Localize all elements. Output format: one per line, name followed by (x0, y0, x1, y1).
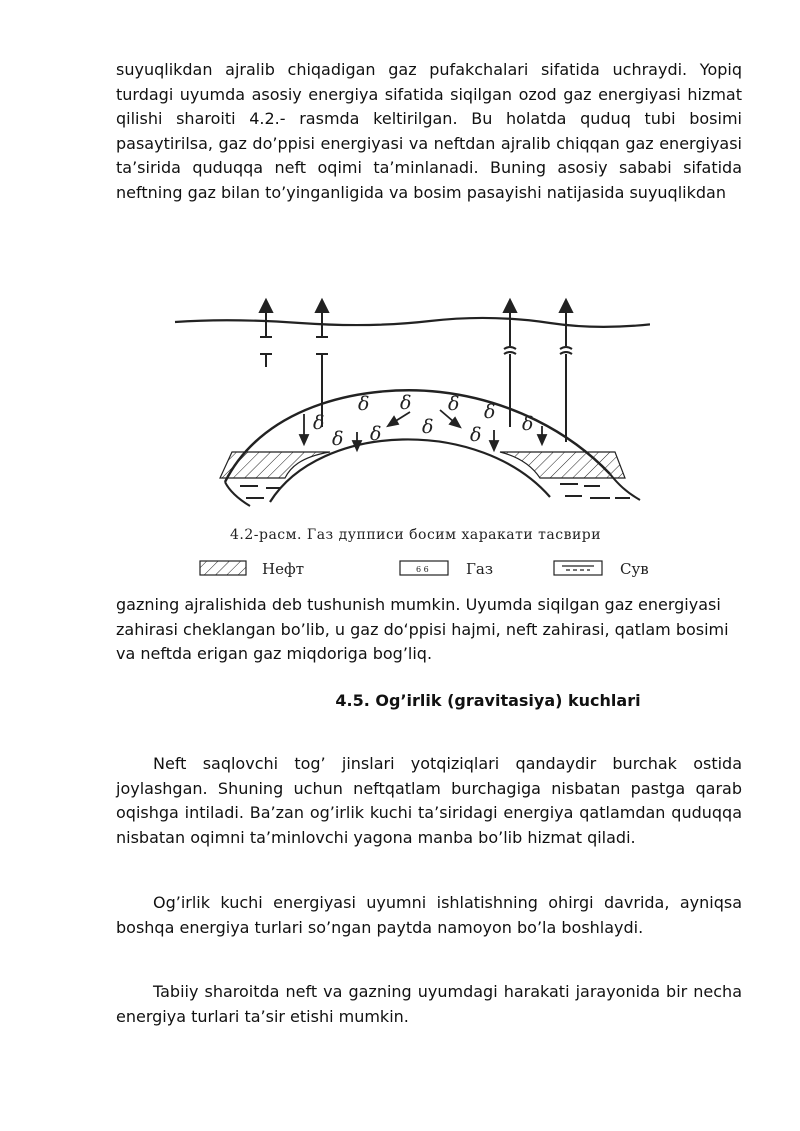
paragraph-gravity-2: Og’irlik kuchi energiyasi uyumni ishlatishning ohirgi davrida, ayniqsa boshqa energiya turlari so’ngan paytda namoyon bo’la boshlaydi. (116, 893, 742, 937)
paragraph-gravity-3: Tabiiy sharoitda neft va gazning uyumdagi harakati jarayonida bir necha energiya turlari ta’sir etishi mumkin. (116, 982, 742, 1026)
gas-symbol: δ (370, 423, 382, 445)
well-1 (260, 300, 272, 367)
paragraph-gravity-1: Neft saqlovchi tog’ jinslari yotqiziqlari qandaydir burchak ostida joylashgan. Shuning uchun neftqatlam burchagiga nisbatan pastga qarab oqishga intiladi. Ba’zan og’irlik kuchi ta’siridagi energiya qatlamdan quduqqa nisbatan oqimni ta’minlovchi yagona manba bo’lib hizmat qiladi. (116, 754, 742, 847)
well-4 (560, 300, 572, 442)
gas-symbol: δ (422, 416, 434, 438)
legend-oil (200, 560, 304, 578)
paragraph-intro: suyuqlikdan ajralib chiqadigan gaz pufakchalari sifatida uchraydi. Yopiq turdagi uyumda asosiy energiya sifatida siqilgan ozod gaz energiyasi hizmat qilishi sharoiti 4.2.- rasmda keltirilgan. Bu holatda quduq tubi bosimi pasaytirilsa, gaz do’ppisi energiyasi va neftdan ajralib chiqqan gaz energiyasi ta’sirida quduqqa neft oqimi ta’minlanadi. Buning asosiy sababi sifatida neftning gaz bilan to’yinganligida va bosim pasayishi natijasida suyuqlikdan (116, 60, 742, 202)
gas-cap-pressure-figure (170, 292, 650, 584)
figure-caption: 4.2-расм. Газ дупписи босим харакати тасвири (230, 527, 602, 543)
legend-gas-label: Газ (466, 560, 494, 578)
gas-symbol: δ (313, 412, 325, 434)
gas-symbol: δ (332, 428, 344, 450)
section-heading: 4.5. Og’irlik (gravitasiya) kuchlari (335, 691, 641, 710)
gas-symbol: δ (400, 392, 412, 414)
ground-surface-line (175, 318, 650, 327)
legend-gas-swatch-text: 6 6 (416, 565, 429, 574)
gas-symbol: δ (484, 401, 496, 423)
paragraph-gas-energy: gazning ajralishida deb tushunish mumkin. Uyumda siqilgan gaz energiyasi zahirasi cheklangan bo’lib, u gaz do‘ppisi hajmi, neft zahirasi, qatlam bosimi va neftda erigan gaz miqdoriga bog’liq. (116, 595, 729, 664)
water-dashes (240, 484, 630, 498)
legend-water (554, 560, 649, 578)
legend-gas (400, 560, 493, 578)
gas-symbol: δ (448, 393, 460, 415)
gas-symbol: δ (522, 413, 534, 435)
legend-oil-label: Нефт (262, 560, 304, 578)
legend-water-label: Сув (620, 560, 649, 578)
gas-symbol: δ (358, 393, 370, 415)
gas-symbol: δ (470, 424, 482, 446)
